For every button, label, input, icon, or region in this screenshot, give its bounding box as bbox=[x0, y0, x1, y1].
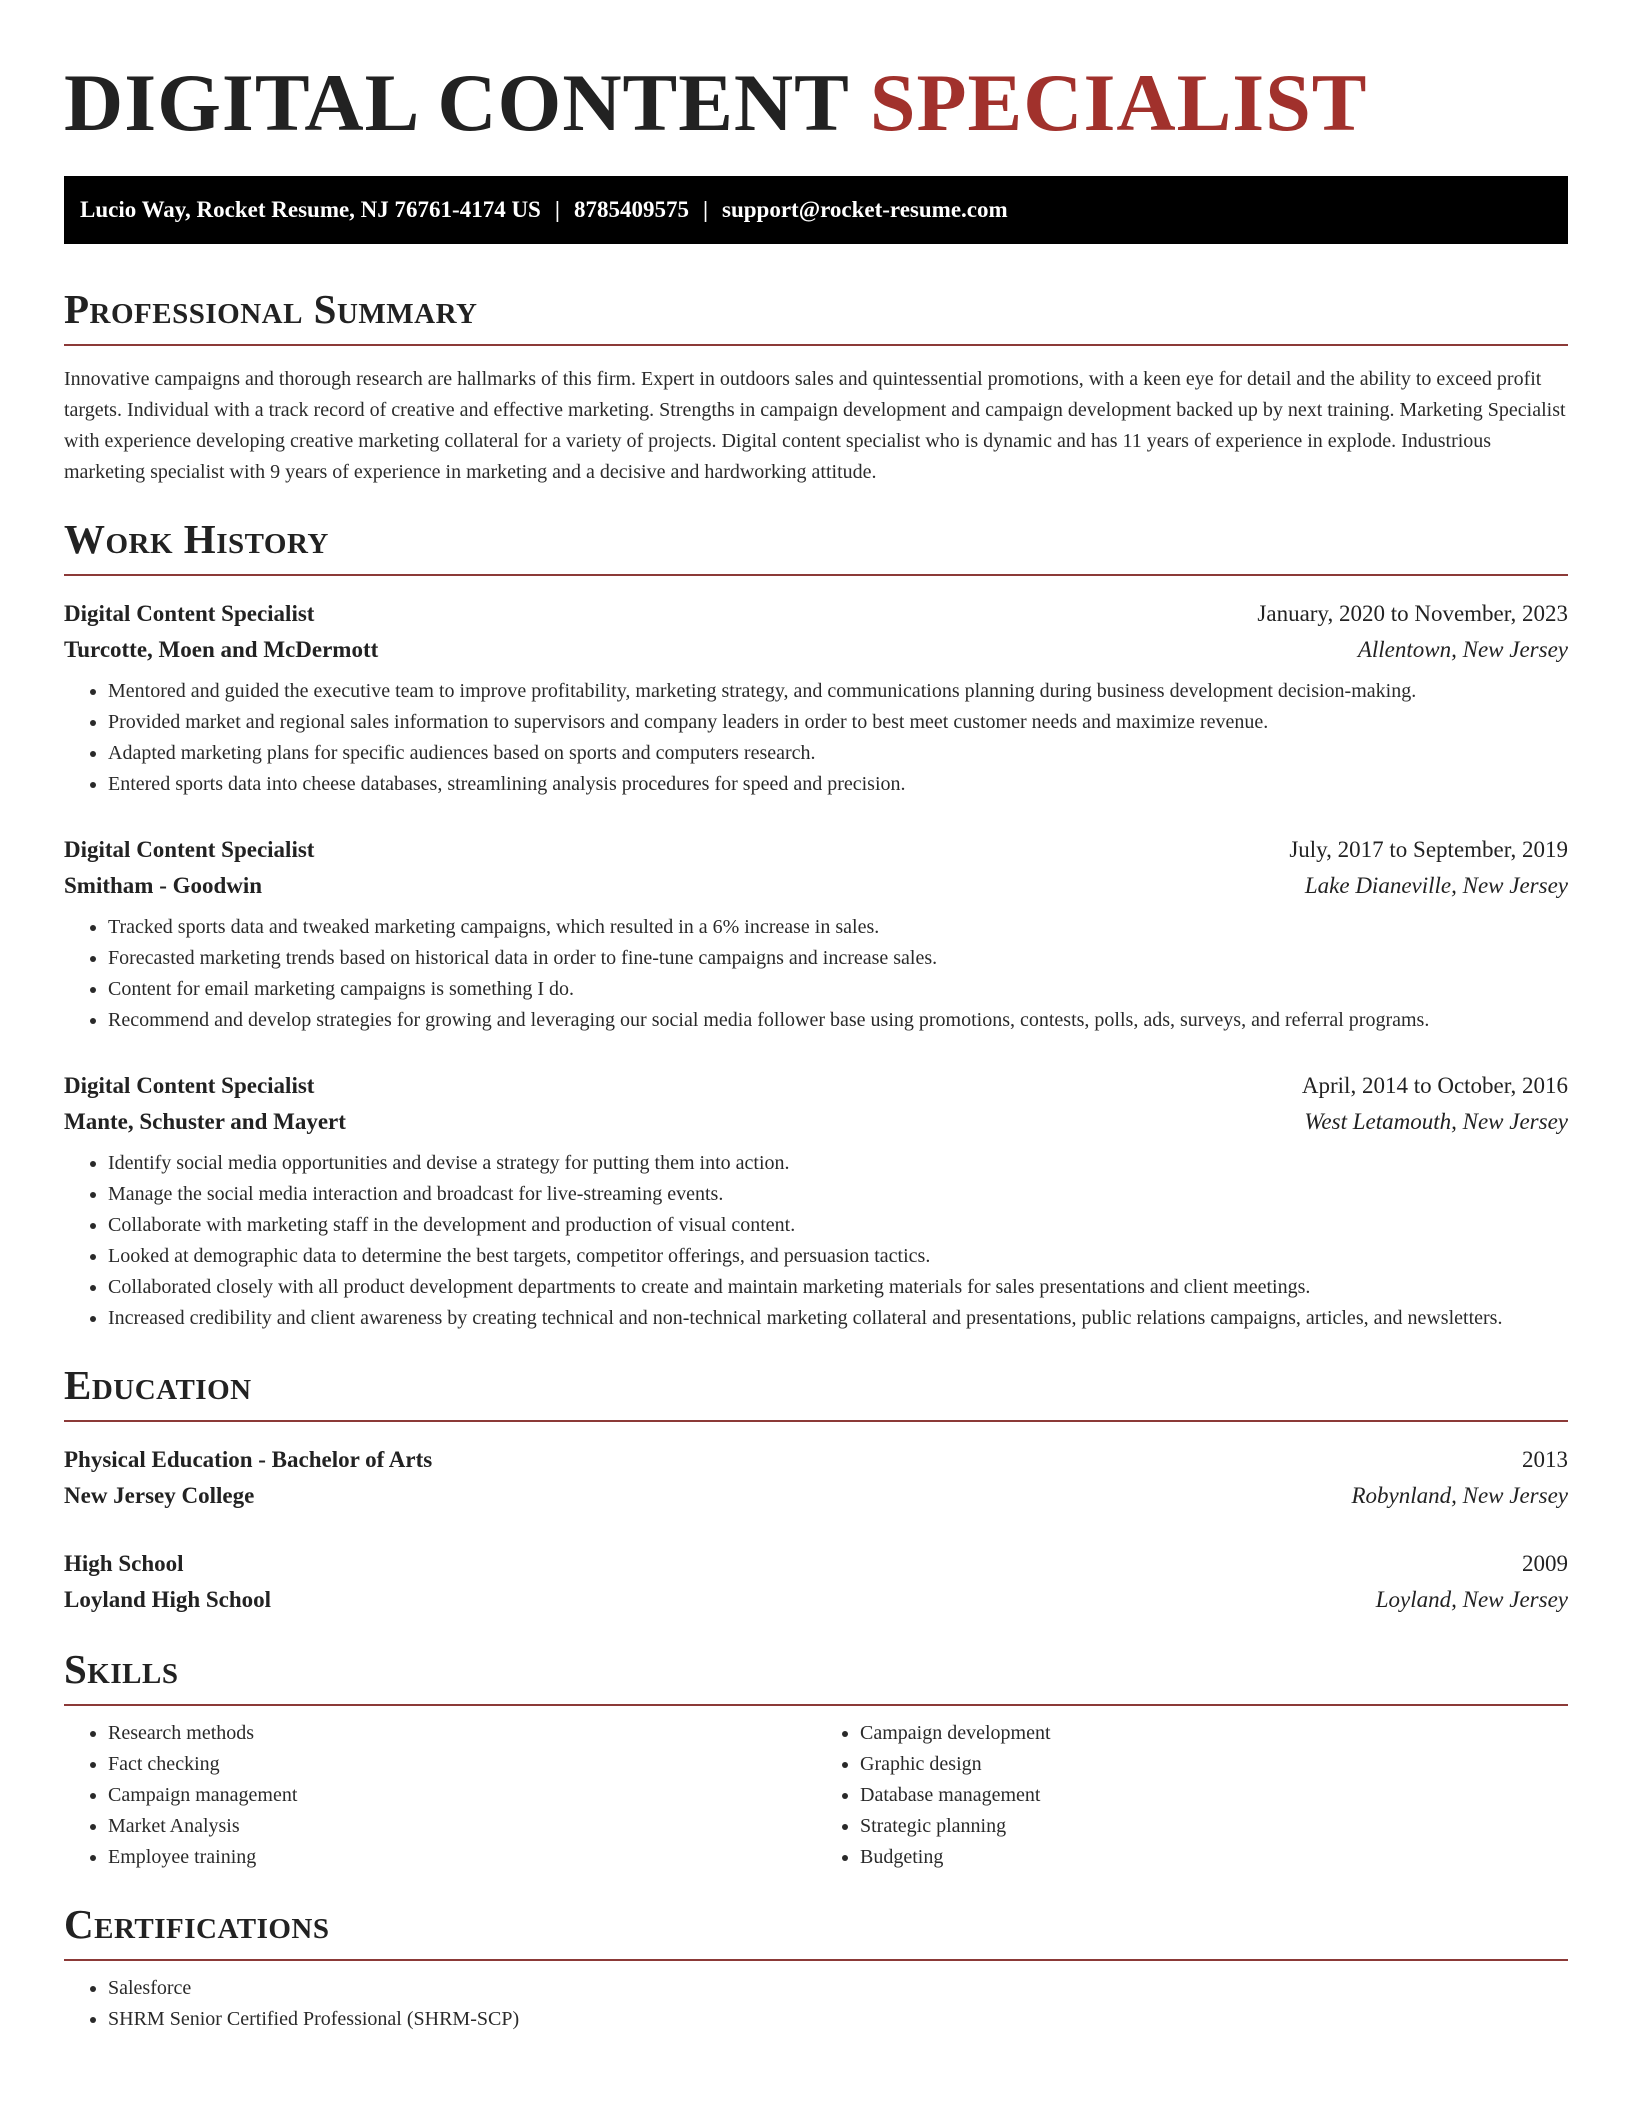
title-accent: SPECIALIST bbox=[869, 57, 1368, 148]
skills-grid bbox=[64, 1718, 1568, 1873]
contact-address: Lucio Way, Rocket Resume, NJ 76761-4174 US bbox=[80, 197, 541, 222]
skill-item: • Campaign development bbox=[860, 1718, 1568, 1749]
skills-column-left bbox=[64, 1718, 816, 1873]
job-company-row bbox=[64, 632, 1568, 668]
education-entry bbox=[64, 1442, 1568, 1514]
job-location: West Letamouth, New Jersey bbox=[1304, 1109, 1568, 1134]
title-main: DIGITAL CONTENT bbox=[64, 57, 849, 148]
job-bullet: • Manage the social media interaction and broadcast for live-streaming events. bbox=[108, 1179, 1568, 1210]
education-location: Robynland, New Jersey bbox=[1351, 1483, 1568, 1508]
job-bullet: • Tracked sports data and tweaked marketing campaigns, which resulted in a 6% increase in sales. bbox=[108, 912, 1568, 943]
contact-phone: 8785409575 bbox=[573, 197, 689, 222]
job-bullet: • Recommend and develop strategies for growing and leveraging our social media follower base using promotions, contests, polls, ads, surveys, and referral programs. bbox=[108, 1005, 1568, 1036]
job-title: Digital Content Specialist bbox=[64, 1073, 315, 1098]
skill-item: • Campaign management bbox=[108, 1780, 816, 1811]
resume-title bbox=[64, 56, 1568, 150]
job-entry bbox=[64, 596, 1568, 800]
section-heading-education: Education bbox=[64, 1360, 1568, 1422]
education-section bbox=[64, 1360, 1568, 1618]
job-bullets bbox=[64, 676, 1568, 800]
contact-email: support@rocket-resume.com bbox=[722, 197, 1008, 222]
job-title-row bbox=[64, 832, 1568, 868]
job-title-row bbox=[64, 1068, 1568, 1104]
section-heading-skills: Skills bbox=[64, 1644, 1568, 1706]
certifications-section bbox=[64, 1899, 1568, 2035]
job-bullet: • Looked at demographic data to determine the best targets, competitor offerings, and persuasion tactics. bbox=[108, 1241, 1568, 1272]
education-location: Loyland, New Jersey bbox=[1375, 1587, 1568, 1612]
education-school: New Jersey College bbox=[64, 1483, 255, 1508]
section-heading-work-history: Work History bbox=[64, 514, 1568, 576]
skills-section bbox=[64, 1644, 1568, 1873]
job-title-row bbox=[64, 596, 1568, 632]
section-heading-certifications: Certifications bbox=[64, 1899, 1568, 1961]
job-dates: April, 2014 to October, 2016 bbox=[1301, 1073, 1568, 1098]
job-company: Turcotte, Moen and McDermott bbox=[64, 637, 379, 662]
job-bullets bbox=[64, 1148, 1568, 1334]
job-title: Digital Content Specialist bbox=[64, 837, 315, 862]
skill-item: • Employee training bbox=[108, 1842, 816, 1873]
job-location: Lake Dianeville, New Jersey bbox=[1304, 873, 1568, 898]
contact-separator: | bbox=[702, 197, 709, 222]
job-title: Digital Content Specialist bbox=[64, 601, 315, 626]
education-degree-row bbox=[64, 1546, 1568, 1582]
skill-item: • Budgeting bbox=[860, 1842, 1568, 1873]
job-bullet: • Provided market and regional sales information to supervisors and company leaders in order to best meet customer needs and maximize revenue. bbox=[108, 707, 1568, 738]
job-dates: January, 2020 to November, 2023 bbox=[1257, 601, 1568, 626]
certifications-list bbox=[64, 1973, 1568, 2035]
job-company-row bbox=[64, 1104, 1568, 1140]
job-entry bbox=[64, 832, 1568, 1036]
certification-item: • SHRM Senior Certified Professional (SHRM-SCP) bbox=[108, 2004, 1568, 2035]
skill-item: • Research methods bbox=[108, 1718, 816, 1749]
contact-separator: | bbox=[554, 197, 560, 222]
job-company: Mante, Schuster and Mayert bbox=[64, 1109, 346, 1134]
job-location: Allentown, New Jersey bbox=[1357, 637, 1568, 662]
education-degree-row bbox=[64, 1442, 1568, 1478]
job-bullet: • Identify social media opportunities and devise a strategy for putting them into action. bbox=[108, 1148, 1568, 1179]
skill-item: • Strategic planning bbox=[860, 1811, 1568, 1842]
job-bullet: • Mentored and guided the executive team to improve profitability, marketing strategy, and communications planning during business development decision-making. bbox=[108, 676, 1568, 707]
job-bullet: • Collaborate with marketing staff in the development and production of visual content. bbox=[108, 1210, 1568, 1241]
job-dates: July, 2017 to September, 2019 bbox=[1289, 837, 1568, 862]
skill-item: • Fact checking bbox=[108, 1749, 816, 1780]
contact-bar bbox=[64, 176, 1568, 244]
job-bullet: • Adapted marketing plans for specific audiences based on sports and computers research. bbox=[108, 738, 1568, 769]
education-entry bbox=[64, 1546, 1568, 1618]
summary-section bbox=[64, 284, 1568, 488]
skills-list-right bbox=[816, 1718, 1568, 1873]
job-bullet: • Forecasted marketing trends based on historical data in order to fine-tune campaigns and increase sales. bbox=[108, 943, 1568, 974]
job-company-row bbox=[64, 868, 1568, 904]
job-bullets bbox=[64, 912, 1568, 1036]
work-history-section bbox=[64, 514, 1568, 1334]
skill-item: • Database management bbox=[860, 1780, 1568, 1811]
education-year: 2009 bbox=[1522, 1551, 1568, 1576]
education-school: Loyland High School bbox=[64, 1587, 272, 1612]
skills-list-left bbox=[64, 1718, 816, 1873]
education-school-row bbox=[64, 1478, 1568, 1514]
education-year: 2013 bbox=[1522, 1447, 1568, 1472]
section-heading-summary: Professional Summary bbox=[64, 284, 1568, 346]
education-degree: High School bbox=[64, 1551, 184, 1576]
job-bullet: • Entered sports data into cheese databases, streamlining analysis procedures for speed and precision. bbox=[108, 769, 1568, 800]
job-bullet: • Increased credibility and client awareness by creating technical and non-technical marketing collateral and presentations, public relations campaigns, articles, and newsletters. bbox=[108, 1303, 1568, 1334]
education-degree: Physical Education - Bachelor of Arts bbox=[64, 1447, 433, 1472]
skill-item: • Graphic design bbox=[860, 1749, 1568, 1780]
certification-item: • Salesforce bbox=[108, 1973, 1568, 2004]
job-company: Smitham - Goodwin bbox=[64, 873, 263, 898]
skill-item: • Market Analysis bbox=[108, 1811, 816, 1842]
education-school-row bbox=[64, 1582, 1568, 1618]
job-entry bbox=[64, 1068, 1568, 1334]
job-bullet: • Collaborated closely with all product development departments to create and maintain marketing materials for sales presentations and client meetings. bbox=[108, 1272, 1568, 1303]
job-bullet: • Content for email marketing campaigns is something I do. bbox=[108, 974, 1568, 1005]
skills-column-right bbox=[816, 1718, 1568, 1873]
summary-text: Innovative campaigns and thorough research are hallmarks of this firm. Expert in outdoors sales and quintessential promotions, with a keen eye for detail and the ability to exceed profit targets. Individual with a track record of creative and effective marketing. Strengths in campaign development and campaign development backed up by next training. Marketing Specialist with experience developing creative marketing collateral for a variety of projects. Digital content specialist who is dynamic and has 11 years of experience in explode. Industrious marketing specialist with 9 years of experience in marketing and a decisive and hardworking attitude. bbox=[64, 368, 1566, 483]
